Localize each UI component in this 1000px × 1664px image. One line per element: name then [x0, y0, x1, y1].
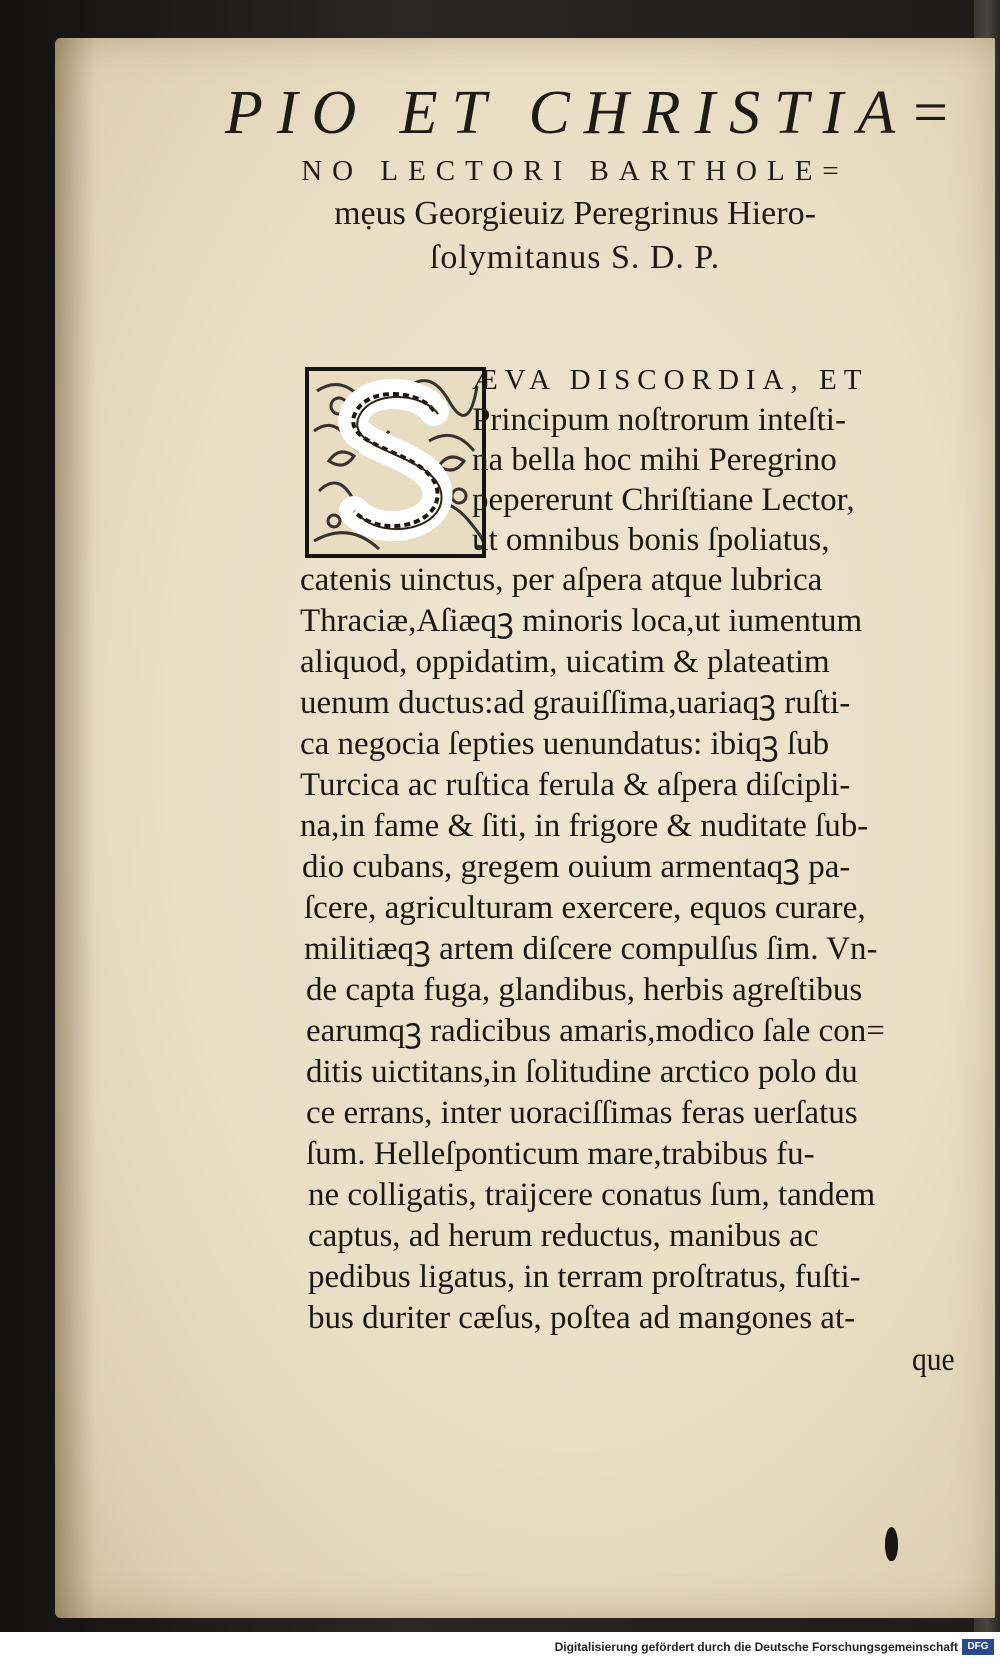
text-line: earumqꝫ radicibus amaris,modico ſale con=	[306, 1013, 885, 1049]
text-line: Turcica ac ruſtica ferula & aſpera diſcipli-	[300, 767, 851, 803]
text-line: captus, ad herum reductus, manibus ac	[308, 1218, 819, 1254]
heading-line-4: ſolymitanus S. D. P.	[429, 239, 721, 276]
text-line: ſcere, agriculturam exercere, equos curare,	[304, 890, 866, 926]
text-line: ne colligatis, traĳcere conatus ſum, tandem	[308, 1177, 876, 1213]
text-line: ditis uictitans,in ſolitudine arctico polo du	[306, 1054, 858, 1090]
text-line: ce errans, inter uoraciſſimas feras uerſatus	[306, 1095, 858, 1131]
text-line: de capta fuga, glandibus, herbis agreſtibus	[306, 972, 863, 1008]
text-line: pepererunt Chriſtiane Lector,	[472, 482, 855, 518]
text-line: dio cubans, gregem ouium armentaqꝫ pa-	[302, 849, 851, 885]
woodcut-initial-image	[309, 371, 482, 554]
text-line: aliquod, oppidatim, uicatim & plateatim	[300, 644, 830, 680]
text-line: ut omnibus bonis ſpoliatus,	[472, 522, 830, 558]
text-line: catenis uinctus, per aſpera atque lubrica	[300, 562, 823, 598]
text-line: pedibus ligatus, in terram proſtratus, fuſti-	[308, 1259, 861, 1295]
dedication-heading	[225, 78, 966, 280]
text-line: na,in fame & ſiti, in frigore & nuditate ſub-	[300, 808, 869, 844]
digitization-footer	[0, 1632, 1000, 1664]
text-line: bus duriter cæſus, poſtea ad mangones at-	[308, 1300, 856, 1336]
text-line: ſum. Helleſponticum mare,trabibus fu-	[306, 1136, 815, 1172]
catchword: que	[912, 1342, 955, 1378]
text-line: militiæqꝫ artem diſcere compulſus ſim. Vn-	[304, 931, 878, 967]
funding-credit: Digitalisierung gefördert durch die Deutsche Forschungsgemeinschaft	[554, 1640, 958, 1654]
text-line: Principum noſtrorum inteſti-	[472, 402, 846, 438]
decorated-initial-s	[305, 367, 486, 558]
text-line: uenum ductus:ad grauiſſima,uariaqꝫ ruſti-	[300, 685, 851, 721]
text-line: na bella hoc mihi Peregrino	[472, 442, 837, 478]
heading-line-1: PIO ET CHRISTIA=	[225, 79, 966, 147]
ink-mark	[885, 1527, 898, 1561]
heading-line-3: mẹus Georgieuiz Peregrinus Hiero-	[334, 195, 816, 232]
text-line: ca negocia ſepties uenundatus: ibiqꝫ ſub	[300, 726, 830, 762]
text-line: Thraciæ,Aſiæqꝫ minoris loca,ut iumentum	[300, 603, 863, 639]
text-line: ÆVA DISCORDIA, ET	[472, 364, 869, 396]
dfg-logo: DFG	[962, 1639, 994, 1655]
heading-line-2: NO LECTORI BARTHOLE=	[301, 155, 849, 187]
